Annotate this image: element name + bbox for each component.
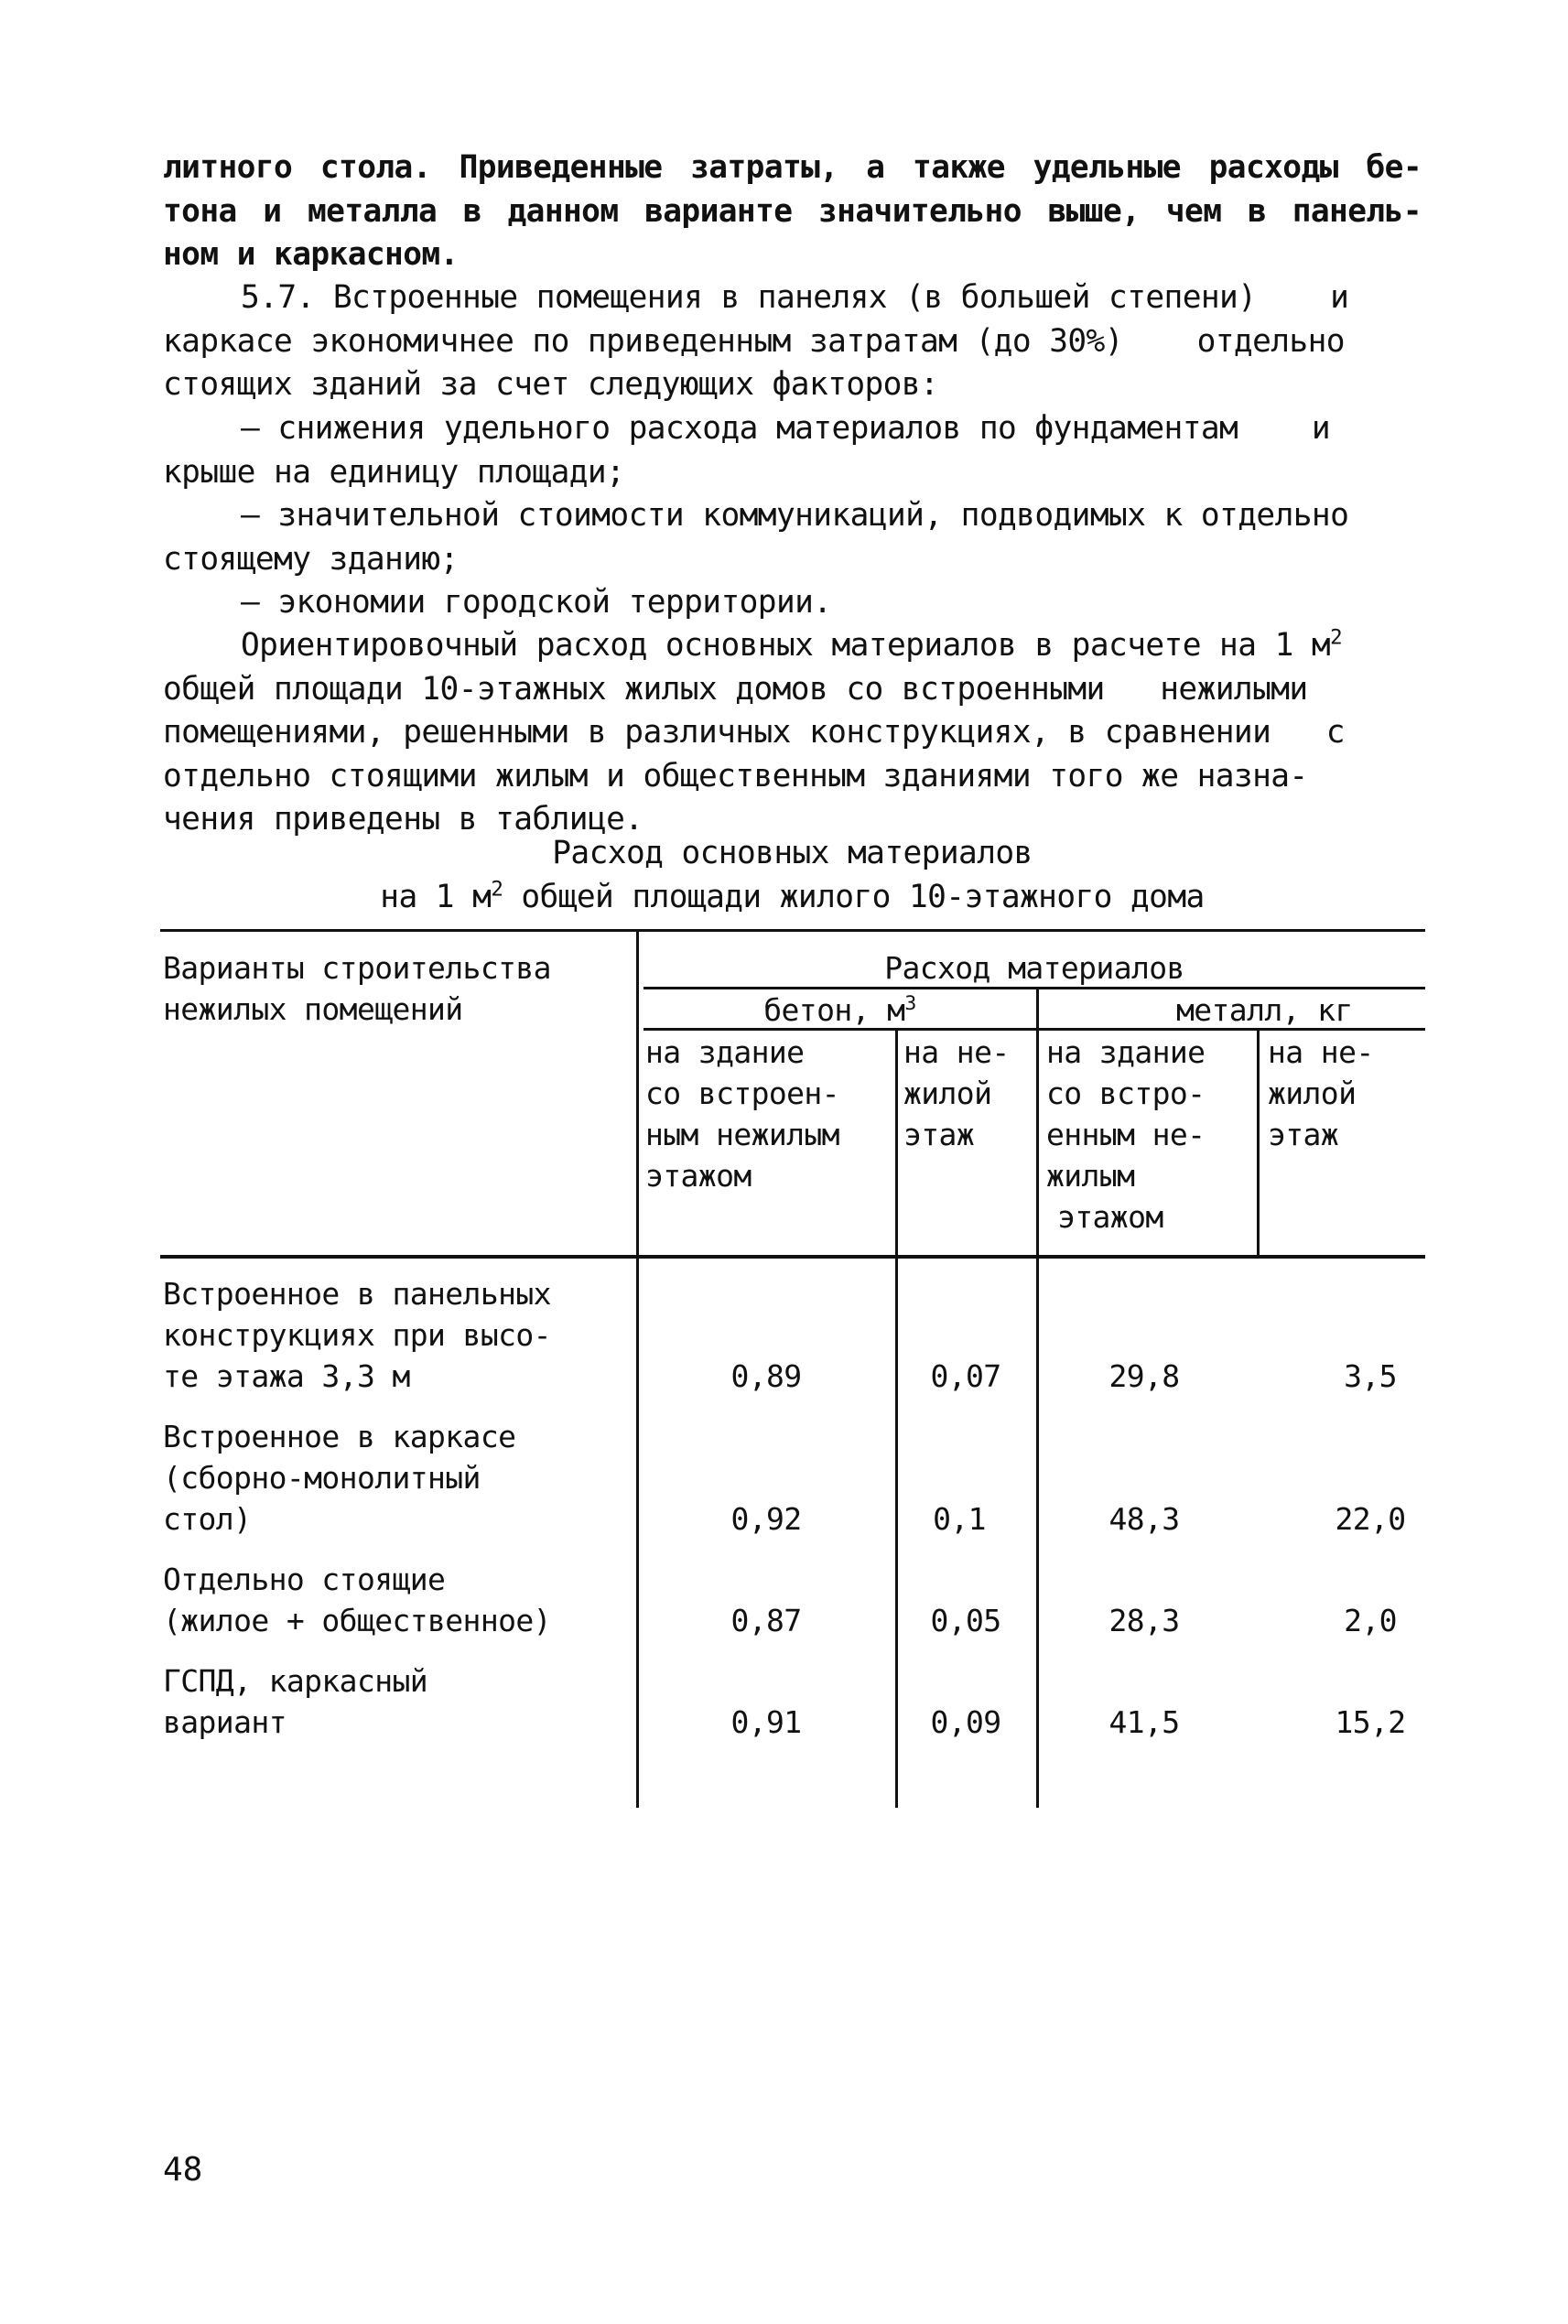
word: металла [307, 192, 438, 230]
text-line [163, 190, 1422, 234]
word: а [866, 149, 885, 186]
word: удельные [1033, 149, 1181, 186]
row-label-line: вариант [163, 1704, 287, 1740]
table-cell-value: 0,05 [930, 1603, 1001, 1638]
word: расходы [1208, 149, 1338, 186]
caption-text: общей площади жилого 10-этажного дома [503, 879, 1205, 915]
header-line: этаж [1268, 1117, 1339, 1152]
text-line: стоящих зданий за счет следующих факторов: [163, 366, 939, 403]
table-cell-value: 3,5 [1344, 1358, 1397, 1394]
header-text: бетон, м [763, 992, 905, 1028]
table-cell-value: 2,0 [1344, 1603, 1397, 1638]
table-cell-value: 0,87 [730, 1603, 802, 1638]
bullet-list [163, 407, 1422, 625]
header-line: Варианты строительства [163, 950, 551, 986]
word: данном [507, 192, 619, 230]
text-line: помещениями, решенными в различных конструкциях, в сравнении с [163, 714, 1345, 751]
table-top-rule [160, 929, 1425, 932]
header-materials-consumption [643, 947, 1425, 989]
superscript: 2 [491, 877, 503, 902]
page-number: 48 [163, 2151, 203, 2189]
row-label-line: Встроенное в каркасе [163, 1419, 516, 1454]
row-label-line: (жилое + общественное) [163, 1603, 551, 1638]
header-concrete [643, 989, 1036, 1031]
row-label-line: Встроенное в панельных [163, 1276, 551, 1312]
header-line: Расход материалов [884, 950, 1184, 986]
word: чем [1165, 192, 1222, 230]
row-label-line: стол) [163, 1501, 252, 1537]
row-label-line: те этажа 3,3 м [163, 1358, 410, 1394]
column-divider [1036, 987, 1039, 1808]
word: панель- [1292, 192, 1422, 230]
table-cell-value: 0,1 [933, 1501, 986, 1537]
header-line: этаж [903, 1117, 975, 1152]
paragraph-intro-table [163, 624, 1422, 842]
text-line: 5.7. Встроенные помещения в панелях (в большей степени) и [241, 279, 1349, 316]
word: тона [163, 192, 237, 230]
header-line: металл, кг [1176, 992, 1353, 1028]
row-label-panel [163, 1273, 551, 1397]
text-line: стоящему зданию; [163, 540, 459, 578]
caption-text: на 1 м [380, 879, 492, 915]
header-line: жилой [903, 1076, 992, 1111]
bullet-item: – снижения удельного расхода материалов по фундаментам и [241, 410, 1331, 447]
header-metal [1176, 989, 1353, 1031]
table-cell-value: 15,2 [1335, 1704, 1406, 1740]
paragraph-continuation [163, 146, 1422, 277]
text-line: общей площади 10-этажных жилых домов со встроенными нежилыми [163, 670, 1308, 708]
table-cell-value: 48,3 [1108, 1501, 1180, 1537]
text-line: ном и каркасном. [163, 236, 459, 273]
row-label-line: конструкциях при высо- [163, 1317, 551, 1353]
text-span: Ориентировочный расход основных материалов в расчете на 1 м [241, 627, 1331, 664]
column-divider [1257, 1028, 1260, 1259]
table-cell-value: 0,07 [930, 1358, 1001, 1394]
word: бе- [1366, 149, 1422, 186]
superscript: 2 [1330, 625, 1342, 650]
bullet-item: – значительной стоимости коммуникаций, подводимых к отдельно [241, 497, 1349, 534]
text-line [163, 624, 1422, 668]
row-label-line: ГСПД, каркасный [163, 1663, 428, 1699]
row-label-line: Отдельно стоящие [163, 1562, 446, 1597]
header-line [643, 989, 1036, 1031]
header-line: со встро- [1046, 1076, 1206, 1111]
header-line: жилым [1046, 1158, 1135, 1194]
column-divider [895, 1028, 898, 1808]
row-label-frame [163, 1416, 515, 1540]
header-line: со встроен- [645, 1076, 839, 1111]
table-cell-value: 29,8 [1108, 1358, 1180, 1394]
word: варианте [644, 192, 793, 230]
header-line: на здание [1046, 1034, 1206, 1070]
table-cell-value: 0,09 [930, 1704, 1001, 1740]
word: в [1247, 192, 1267, 230]
superscript: 3 [904, 992, 916, 1016]
table-cell-value: 28,3 [1108, 1603, 1180, 1638]
subheader-concrete-building [645, 1032, 839, 1196]
header-line: жилой [1268, 1076, 1357, 1111]
header-line: этажом [1057, 1199, 1163, 1235]
text-line: чения приведены в таблице. [163, 801, 643, 838]
header-line: енным не- [1046, 1117, 1206, 1152]
caption-line-1: Расход основных материалов [552, 835, 1033, 871]
word: выше, [1047, 192, 1141, 230]
word: стола. [319, 149, 431, 186]
header-line: на не- [1268, 1034, 1374, 1070]
word: и [263, 192, 282, 230]
table-cell-value: 22,0 [1335, 1501, 1406, 1537]
word: литного [163, 149, 293, 186]
column-divider [636, 929, 639, 1808]
row-label-separate [163, 1559, 551, 1641]
subheader-metal-building [1046, 1032, 1205, 1238]
table-cell-value: 0,89 [730, 1358, 802, 1394]
word: в [462, 192, 481, 230]
text-line [163, 146, 1422, 190]
text-line: отдельно стоящими жилым и общественным зданиями того же назна- [163, 757, 1308, 794]
subheader-concrete-floor [903, 1032, 1010, 1155]
table-cell-value: 41,5 [1108, 1704, 1180, 1740]
materials-table [160, 929, 1425, 1808]
header-bottom-rule [160, 1255, 1425, 1259]
header-line: на здание [645, 1034, 805, 1070]
text-line: крыше на единицу площади; [163, 453, 625, 491]
paragraph-5-7 [163, 276, 1422, 407]
header-variants [163, 947, 551, 1030]
header-line: нежилых помещений [163, 991, 463, 1027]
header-line: ным нежилым [645, 1117, 839, 1152]
word: Приведенные [459, 149, 663, 186]
row-label-line: (сборно-монолитный [163, 1460, 481, 1496]
row-label-gspd [163, 1660, 427, 1743]
bullet-item: – экономии городской территории. [241, 584, 832, 621]
word: значительно [818, 192, 1022, 230]
text-line: каркасе экономичнее по приведенным затратам (до 30%) отдельно [163, 322, 1345, 360]
word: также [913, 149, 1005, 186]
table-cell-value: 0,91 [730, 1704, 802, 1740]
word: затраты, [690, 149, 838, 186]
table-cell-value: 0,92 [730, 1501, 802, 1537]
caption-line-2 [163, 875, 1422, 919]
subheader-metal-floor [1268, 1032, 1374, 1155]
table-caption [163, 831, 1422, 919]
header-line: этажом [645, 1158, 752, 1194]
header-line: на не- [903, 1034, 1010, 1070]
